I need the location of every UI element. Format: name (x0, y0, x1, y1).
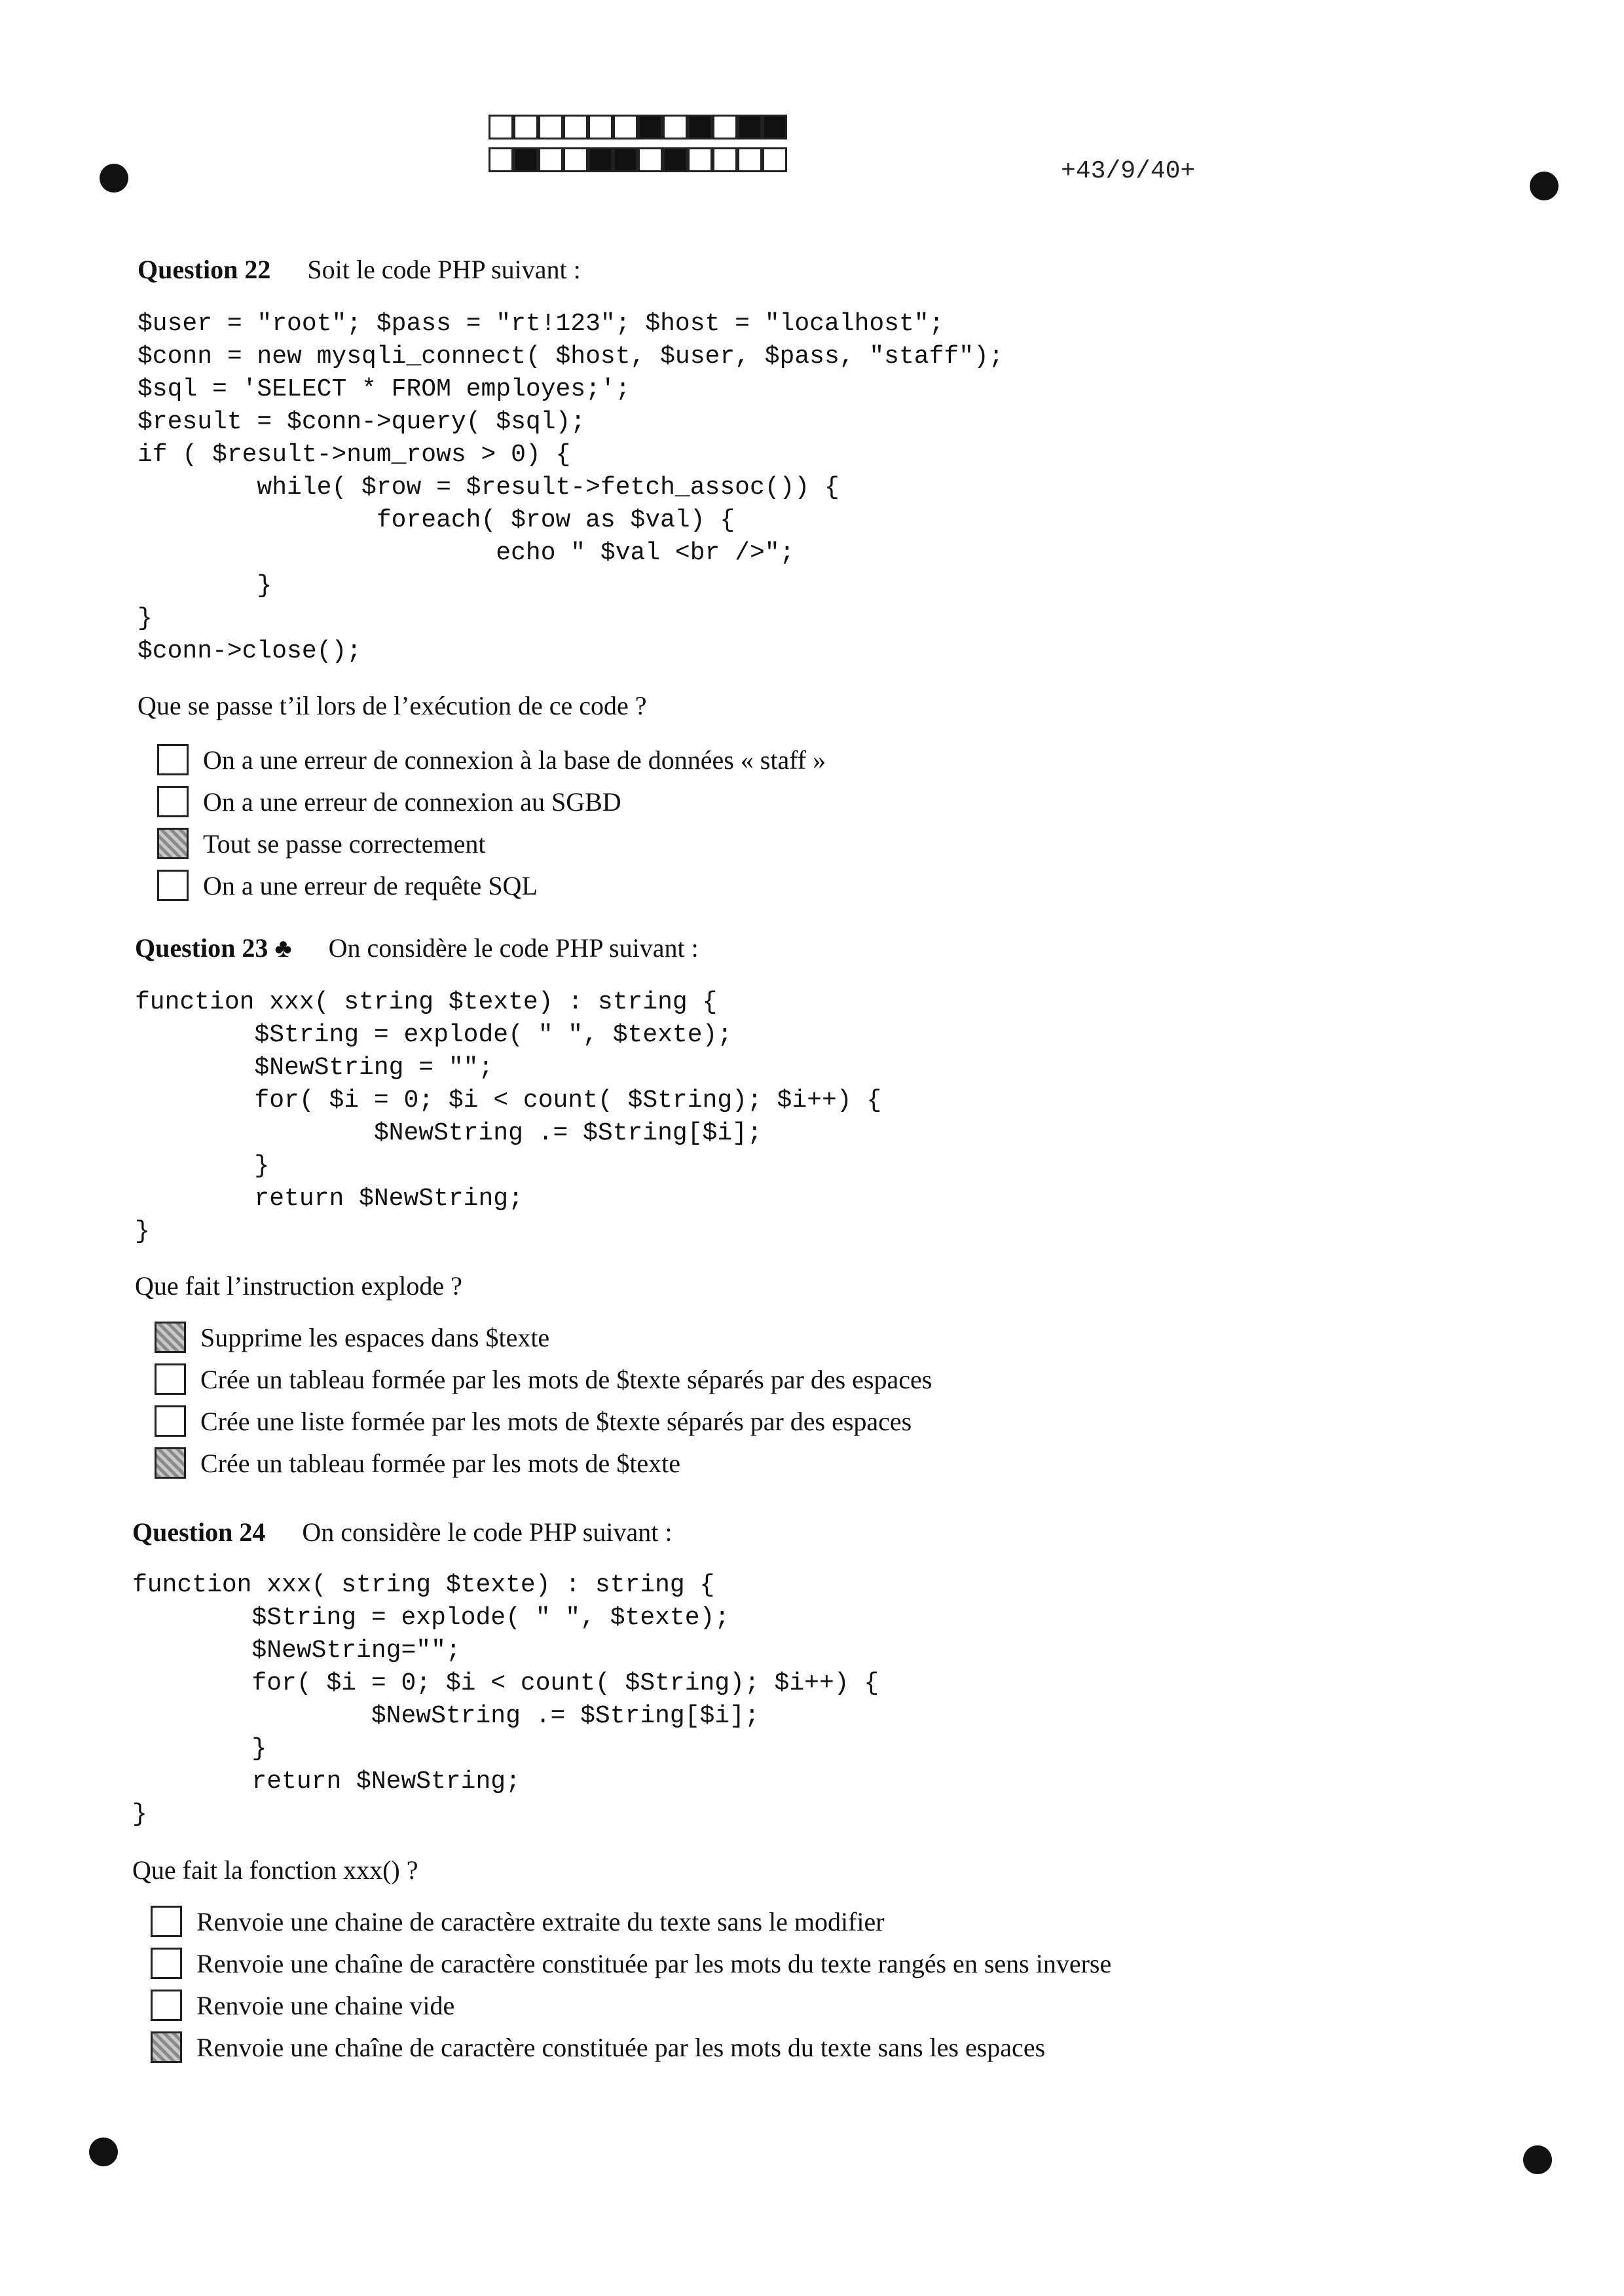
answer-option[interactable] (155, 1400, 932, 1442)
registration-mark-bottom-left (89, 2138, 118, 2166)
question-22-heading (138, 254, 581, 285)
answer-label: Crée un tableau formée par les mots de $texte séparés par des espaces (200, 1364, 932, 1394)
question-number: Question 23 ♣ (135, 933, 292, 963)
bit-code-cell (638, 147, 663, 172)
bit-code-cell (613, 115, 638, 139)
answer-option[interactable] (151, 1900, 1111, 1942)
answer-label: Tout se passe correctement (203, 828, 486, 859)
answer-checkbox[interactable] (151, 1990, 182, 2021)
question-intro: On considère le code PHP suivant : (328, 933, 699, 963)
bit-code-row (489, 147, 787, 176)
answer-option[interactable] (155, 1442, 932, 1484)
page-id: +43/9/40+ (1061, 157, 1196, 185)
question-24-heading (132, 1517, 672, 1547)
question-intro: Soit le code PHP suivant : (307, 255, 581, 284)
answer-label: On a une erreur de requête SQL (203, 870, 538, 900)
registration-mark-top-left (100, 164, 128, 193)
bit-code-cell (588, 147, 613, 172)
registration-mark-top-right (1530, 172, 1559, 200)
answer-label: Renvoie une chaine de caractère extraite du texte sans le modifier (196, 1906, 885, 1936)
answer-checkbox[interactable] (155, 1363, 186, 1395)
answer-label: Crée une liste formée par les mots de $texte séparés par des espaces (200, 1406, 912, 1436)
question-intro: On considère le code PHP suivant : (302, 1517, 673, 1547)
question-number: Question 24 (132, 1517, 266, 1547)
bit-code-cell (489, 147, 513, 172)
question-23-answers (155, 1316, 932, 1484)
answer-label: Renvoie une chaîne de caractère constituée par les mots du texte rangés en sens inverse (196, 1948, 1112, 1978)
bit-code-cell (513, 115, 538, 139)
bit-code-cell (762, 115, 787, 139)
bit-code-cell (538, 115, 563, 139)
question-22-prompt: Que se passe t’il lors de l’exécution de ce code ? (138, 691, 647, 720)
answer-option[interactable] (157, 864, 826, 906)
question-23-heading (135, 933, 699, 963)
bit-code-cell (613, 147, 638, 172)
bit-code-cell (563, 147, 588, 172)
answer-option[interactable] (151, 1942, 1111, 1984)
bit-code-cell (688, 147, 712, 172)
answer-checkbox[interactable] (157, 828, 189, 859)
answer-label: Renvoie une chaîne de caractère constituée par les mots du texte sans les espaces (196, 2032, 1046, 2062)
answer-option[interactable] (157, 823, 826, 864)
header-bit-code (489, 115, 787, 180)
question-22-answers (157, 739, 826, 906)
answer-label: Renvoie une chaine vide (196, 1990, 455, 2020)
answer-label: On a une erreur de connexion au SGBD (203, 787, 621, 817)
question-24-answers (151, 1900, 1111, 2068)
answer-checkbox[interactable] (157, 786, 189, 817)
answer-checkbox[interactable] (155, 1405, 186, 1437)
answer-option[interactable] (155, 1316, 932, 1358)
bit-code-cell (588, 115, 613, 139)
question-24-prompt: Que fait la fonction xxx() ? (132, 1855, 418, 1885)
question-23-prompt: Que fait l’instruction explode ? (135, 1271, 462, 1301)
answer-checkbox[interactable] (155, 1322, 186, 1353)
answer-checkbox[interactable] (151, 2031, 182, 2063)
answer-checkbox[interactable] (157, 744, 189, 775)
bit-code-row (489, 115, 787, 143)
answer-checkbox[interactable] (151, 1906, 182, 1937)
bit-code-cell (489, 115, 513, 139)
question-23-code: function xxx( string $texte) : string { $String = explode( " ", $texte); $NewString = ""; for( $i = 0; $i < count( $String); $i++) { $NewString .= $String[$i]; } return $NewString; } (135, 988, 882, 1246)
answer-label: On a une erreur de connexion à la base de données « staff » (203, 745, 826, 775)
bit-code-cell (712, 115, 737, 139)
question-24-code: function xxx( string $texte) : string { $String = explode( " ", $texte); $NewString=""; for( $i = 0; $i < count( $String); $i++) { $NewString .= $String[$i]; } return $NewString; } (132, 1571, 879, 1828)
bit-code-cell (663, 147, 688, 172)
bit-code-cell (762, 147, 787, 172)
question-number: Question 22 (138, 255, 271, 284)
answer-option[interactable] (157, 781, 826, 823)
bit-code-cell (688, 115, 712, 139)
answer-label: Supprime les espaces dans $texte (200, 1322, 550, 1352)
bit-code-cell (663, 115, 688, 139)
question-22-code: $user = "root"; $pass = "rt!123"; $host = "localhost"; $conn = new mysqli_connect( $host, $user, $pass, "staff"); $sql = 'SELECT * FROM employes;'; $result = $conn->query( $sql); if ( $result->num_rows > 0) { while( $row = $result->fetch_assoc()) { foreach( $row as $val) { echo " $val <br />"; } } $conn->close(); (138, 310, 1004, 665)
bit-code-cell (712, 147, 737, 172)
registration-mark-bottom-right (1523, 2145, 1552, 2174)
bit-code-cell (538, 147, 563, 172)
bit-code-cell (638, 115, 663, 139)
bit-code-cell (513, 147, 538, 172)
answer-checkbox[interactable] (155, 1447, 186, 1479)
bit-code-cell (563, 115, 588, 139)
bit-code-cell (737, 115, 762, 139)
answer-checkbox[interactable] (157, 870, 189, 901)
answer-option[interactable] (151, 2026, 1111, 2068)
bit-code-cell (737, 147, 762, 172)
answer-option[interactable] (157, 739, 826, 781)
answer-label: Crée un tableau formée par les mots de $texte (200, 1448, 681, 1478)
answer-checkbox[interactable] (151, 1948, 182, 1979)
answer-option[interactable] (155, 1358, 932, 1400)
answer-option[interactable] (151, 1984, 1111, 2026)
